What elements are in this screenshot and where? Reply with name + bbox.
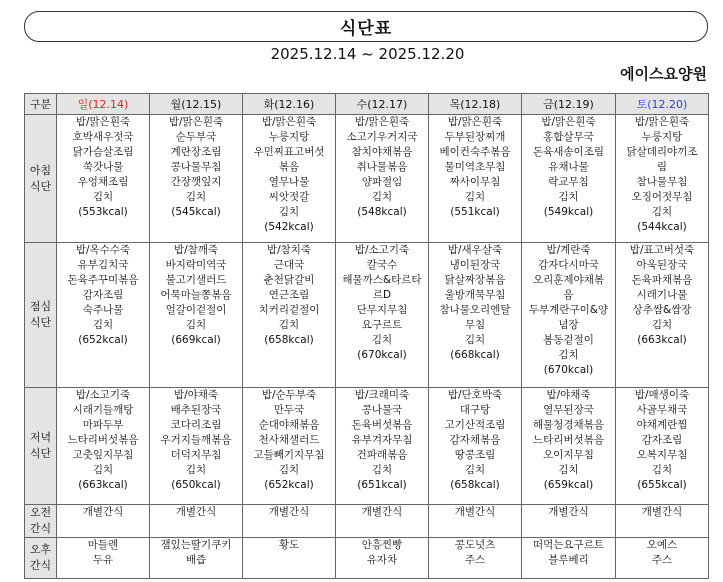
- menu-item: 개별간식: [361, 506, 403, 518]
- menu-item: 돈육파채볶음: [631, 274, 693, 286]
- menu-item: 김치: [278, 206, 300, 218]
- snack-pm-cell-fri: [522, 538, 616, 579]
- menu-item: 두부된장찌개: [444, 131, 506, 143]
- menu-item: 홍합살무국: [543, 131, 594, 143]
- menu-item: 우거지들깨볶음: [160, 434, 232, 446]
- menu-item: 느타리버섯볶음: [67, 434, 139, 446]
- menu-item: 참나물무침: [636, 176, 688, 188]
- menu-item: 고들빼기지무침: [253, 449, 325, 461]
- menu-item: 두부계란구이&양: [528, 304, 609, 316]
- menu-item: 밥/맑은흰죽: [168, 116, 224, 128]
- date-range: 2025.12.14 ~ 2025.12.20: [270, 45, 465, 63]
- snack-am-cell-sun: [57, 505, 150, 538]
- menu-item: (652kcal): [78, 334, 128, 346]
- menu-item: (668kcal): [450, 349, 500, 361]
- menu-item: 김치: [558, 464, 579, 476]
- lunch-cell-tue: [243, 243, 336, 388]
- menu-item: 마파두부: [82, 419, 124, 431]
- lunch-cell-thu: [429, 243, 522, 388]
- menu-item: 밥/참깨죽: [173, 244, 219, 256]
- menu-item: 봄동겉절이: [543, 334, 594, 346]
- menu-item: 상추쌈&쌈장: [632, 304, 692, 316]
- facility-name: 에이스요양원: [620, 65, 707, 83]
- menu-item: 짜사이무침: [449, 176, 501, 188]
- snack-pm-cell-tue: [243, 538, 336, 579]
- menu-item: 밥/맑은흰죽: [634, 116, 690, 128]
- menu-item: 김치: [92, 191, 114, 203]
- menu-item: 볶음: [278, 161, 300, 173]
- menu-item: 대구탕: [459, 404, 491, 416]
- breakfast-cell-sun: [57, 115, 150, 243]
- breakfast-row-label: [25, 115, 57, 243]
- menu-item: 념장: [558, 319, 579, 331]
- menu-item: 느타리버섯볶음: [532, 434, 604, 446]
- dinner-cell-sun: [57, 388, 150, 505]
- menu-item: 밥/맑은흰죽: [354, 116, 410, 128]
- snack-am-cell-thu: [429, 505, 522, 538]
- menu-item: 누룽지탕: [641, 131, 683, 143]
- menu-item: 고춧잎지무침: [72, 449, 134, 461]
- menu-item: 씨앗젓갈: [268, 191, 310, 203]
- menu-item: (650kcal): [171, 479, 221, 491]
- menu-item: (663kcal): [637, 334, 687, 346]
- menu-item: (553kcal): [78, 206, 128, 218]
- menu-item: (544kcal): [637, 221, 687, 233]
- menu-item: 땅콩조림: [454, 449, 496, 461]
- menu-item: 누룽지탕: [268, 131, 310, 143]
- menu-item: 김치: [92, 464, 114, 476]
- menu-item: 밥/맑은흰죽: [447, 116, 503, 128]
- day-header-sun: 일(12.14): [57, 94, 150, 115]
- menu-item: 유채나물: [548, 161, 589, 173]
- page-title: 식단표: [339, 19, 393, 39]
- snack-am-row: [25, 505, 709, 538]
- breakfast-cell-thu: [429, 115, 522, 243]
- menu-item: 김치: [278, 464, 300, 476]
- menu-item: 김치: [92, 319, 114, 331]
- menu-item: 개별간식: [175, 506, 217, 518]
- row-label-line: 오전: [29, 506, 52, 519]
- breakfast-cell-fri: [522, 115, 616, 243]
- menu-item: 밥/맑은흰죽: [541, 116, 596, 128]
- menu-item: 오이지무침: [543, 449, 594, 461]
- menu-item: 순두부국: [175, 131, 217, 143]
- snack-pm-row-label: [25, 538, 57, 579]
- menu-item: (670kcal): [357, 349, 407, 361]
- menu-item: 음: [563, 289, 574, 301]
- menu-item: 밥/맑은흰죽: [261, 116, 317, 128]
- menu-item: 양파절임: [361, 176, 403, 188]
- breakfast-cell-mon: [150, 115, 243, 243]
- menu-item: 야채계란찜: [636, 419, 688, 431]
- menu-item: 블루베리: [548, 554, 589, 566]
- menu-item: 건파래볶음: [356, 449, 408, 461]
- menu-item: 얼갈이겉절이: [165, 304, 227, 316]
- menu-item: 김치: [651, 206, 673, 218]
- snack-pm-cell-sun: [57, 538, 150, 579]
- menu-title-box: [24, 11, 708, 42]
- lunch-cell-mon: [150, 243, 243, 388]
- snack-pm-cell-mon: [150, 538, 243, 579]
- dinner-cell-tue: [243, 388, 336, 505]
- menu-item: 닭살데리야끼조: [626, 146, 698, 158]
- menu-item: 김치: [558, 349, 579, 361]
- menu-item: (545kcal): [171, 206, 221, 218]
- menu-item: 돈육새송이조림: [532, 146, 604, 158]
- lunch-row: [25, 243, 709, 388]
- dinner-cell-thu: [429, 388, 522, 505]
- row-label-line: 오후: [29, 543, 52, 556]
- snack-am-cell-tue: [243, 505, 336, 538]
- menu-item: 더덕지무침: [170, 449, 222, 461]
- breakfast-row: [25, 115, 709, 243]
- menu-item: (655kcal): [637, 479, 687, 491]
- menu-item: 소고기우거지국: [346, 131, 418, 143]
- menu-item: 우민찌표고버섯: [253, 146, 325, 158]
- menu-item: 김치: [185, 319, 207, 331]
- menu-item: 울방개묵무침: [444, 289, 506, 301]
- day-header-mon: 월(12.15): [150, 94, 243, 115]
- menu-item: 고기산적조림: [444, 419, 506, 431]
- menu-item: 불고기샐러드: [165, 274, 227, 286]
- row-label-line: 간식: [29, 559, 52, 572]
- menu-item: 시래기들깨탕: [72, 404, 134, 416]
- menu-item: 어묵마늘쫑볶음: [160, 289, 232, 301]
- menu-item: 개별간식: [268, 506, 310, 518]
- snack-am-cell-mon: [150, 505, 243, 538]
- menu-item: 근대국: [273, 259, 305, 271]
- menu-item: (549kcal): [543, 206, 594, 218]
- menu-item: 김치: [464, 464, 486, 476]
- menu-item: 밥/크래미죽: [354, 389, 410, 401]
- menu-item: 떠먹는요구르트: [532, 539, 604, 551]
- snack-am-row-label: [25, 505, 57, 538]
- row-label-line: 간식: [29, 522, 52, 535]
- menu-item: (548kcal): [357, 206, 407, 218]
- menu-item: 참나물오리엔탈: [439, 304, 511, 316]
- menu-item: (542kcal): [264, 221, 314, 233]
- menu-item: 잼있는딸기쿠키: [160, 539, 232, 551]
- menu-item: 밥/옥수수죽: [75, 244, 131, 256]
- menu-item: 밥/매생이죽: [634, 389, 690, 401]
- menu-item: 개별간식: [641, 506, 683, 518]
- breakfast-cell-tue: [243, 115, 336, 243]
- menu-item: 춘천닭갈비: [263, 274, 315, 286]
- menu-item: 김치: [371, 334, 393, 346]
- header-row: [25, 94, 709, 115]
- dinner-row: [25, 388, 709, 505]
- menu-item: 르D: [372, 289, 392, 301]
- menu-item: 계란장조림: [170, 146, 222, 158]
- snack-pm-cell-thu: [429, 538, 522, 579]
- weekly-menu-table: [24, 93, 709, 579]
- menu-item: 김치: [651, 464, 673, 476]
- day-header-fri: 금(12.19): [522, 94, 616, 115]
- lunch-cell-sun: [57, 243, 150, 388]
- lunch-cell-sat: [616, 243, 709, 388]
- category-header: 구분: [25, 94, 57, 115]
- dinner-cell-wed: [336, 388, 429, 505]
- row-label-line: 점심: [29, 300, 52, 313]
- row-label-line: 식단: [29, 447, 52, 460]
- snack-pm-cell-wed: [336, 538, 429, 579]
- menu-item: 유부겨자무침: [351, 434, 413, 446]
- menu-item: 돈육버섯볶음: [351, 419, 413, 431]
- menu-item: 김치: [464, 334, 486, 346]
- menu-item: 순대야채볶음: [258, 419, 320, 431]
- menu-item: 밥/단호박죽: [447, 389, 503, 401]
- day-header-sat: 토(12.20): [616, 94, 709, 115]
- menu-item: 유자차: [366, 554, 398, 566]
- menu-item: 코다리조림: [170, 419, 222, 431]
- menu-item: (659kcal): [543, 479, 594, 491]
- dinner-cell-fri: [522, 388, 616, 505]
- menu-item: 열무나물: [268, 176, 310, 188]
- menu-item: 감자채볶음: [449, 434, 501, 446]
- menu-item: 개별간식: [82, 506, 124, 518]
- menu-item: 연근조림: [268, 289, 310, 301]
- menu-item: 숙주나물: [82, 304, 124, 316]
- menu-item: 마들렌: [87, 539, 119, 551]
- menu-item: 배추된장국: [170, 404, 222, 416]
- menu-item: 김치: [558, 191, 579, 203]
- menu-item: 림: [656, 161, 668, 173]
- menu-item: 콩나물국: [361, 404, 403, 416]
- snack-am-cell-wed: [336, 505, 429, 538]
- menu-item: (669kcal): [171, 334, 221, 346]
- menu-item: 만두국: [273, 404, 305, 416]
- menu-item: 칼국수: [366, 259, 398, 271]
- menu-item: 밥/새우살죽: [447, 244, 503, 256]
- menu-item: 시래기나물: [636, 289, 688, 301]
- menu-item: 우엉채조림: [77, 176, 129, 188]
- menu-item: 오예스: [646, 539, 678, 551]
- menu-item: 감자조림: [82, 289, 124, 301]
- menu-item: 김치: [464, 191, 486, 203]
- menu-item: 오복지무침: [636, 449, 688, 461]
- menu-item: 치커리겉절이: [258, 304, 320, 316]
- menu-item: 해물까스&타르타: [342, 274, 422, 286]
- menu-item: 주스: [464, 554, 486, 566]
- menu-item: 밥/맑은흰죽: [75, 116, 131, 128]
- menu-item: 김치: [278, 319, 300, 331]
- menu-item: 아욱된장국: [636, 259, 688, 271]
- dinner-cell-mon: [150, 388, 243, 505]
- menu-item: 김치: [371, 464, 393, 476]
- dinner-cell-sat: [616, 388, 709, 505]
- dinner-row-label: [25, 388, 57, 505]
- menu-item: 주스: [651, 554, 673, 566]
- menu-item: 황도: [278, 539, 300, 551]
- menu-item: 참치야채볶음: [351, 146, 413, 158]
- menu-item: 단무지무침: [356, 304, 408, 316]
- row-label-line: 식단: [29, 179, 52, 193]
- menu-item: 김치: [185, 464, 207, 476]
- breakfast-cell-sat: [616, 115, 709, 243]
- menu-item: 밥/야채죽: [546, 389, 591, 401]
- menu-item: (651kcal): [357, 479, 407, 491]
- menu-item: 열무된장국: [543, 404, 594, 416]
- menu-item: 물미역초무침: [444, 161, 506, 173]
- menu-item: 김치: [651, 319, 673, 331]
- menu-item: 밥/순두부죽: [261, 389, 317, 401]
- menu-item: 콩나물무침: [170, 161, 222, 173]
- menu-item: 오징어젓무침: [631, 191, 693, 203]
- menu-item: 호박새우젓국: [72, 131, 134, 143]
- menu-item: 간장깻잎지: [170, 176, 222, 188]
- day-header-wed: 수(12.17): [336, 94, 429, 115]
- menu-item: 바지락미역국: [165, 259, 227, 271]
- menu-item: 밥/소고기죽: [354, 244, 410, 256]
- row-label-line: 아침: [29, 163, 52, 177]
- menu-item: 감자조림: [641, 434, 683, 446]
- menu-item: 안흥찐빵: [361, 539, 403, 551]
- menu-item: (670kcal): [543, 364, 594, 376]
- menu-item: 쑥갓나물: [82, 161, 124, 173]
- menu-item: 콩도넛츠: [454, 539, 496, 551]
- menu-item: 밥/야채죽: [173, 389, 219, 401]
- menu-item: 김치: [185, 191, 207, 203]
- lunch-cell-wed: [336, 243, 429, 388]
- lunch-cell-fri: [522, 243, 616, 388]
- day-header-tue: 화(12.16): [243, 94, 336, 115]
- day-header-thu: 목(12.18): [429, 94, 522, 115]
- snack-pm-row: [25, 538, 709, 579]
- menu-item: 닭가슴살조림: [72, 146, 134, 158]
- menu-item: 취나물볶음: [356, 161, 408, 173]
- menu-item: 밥/소고기죽: [75, 389, 131, 401]
- menu-item: 두유: [92, 554, 114, 566]
- menu-item: 돈육주꾸미볶음: [67, 274, 139, 286]
- menu-item: (551kcal): [450, 206, 500, 218]
- breakfast-cell-wed: [336, 115, 429, 243]
- menu-item: 밥/계란죽: [546, 244, 591, 256]
- row-label-line: 저녁: [29, 431, 52, 444]
- menu-item: (652kcal): [264, 479, 314, 491]
- menu-item: 무침: [464, 319, 486, 331]
- menu-item: 닭살짜장볶음: [444, 274, 506, 286]
- menu-item: 사골무채국: [636, 404, 688, 416]
- menu-item: 유부김치국: [77, 259, 129, 271]
- menu-item: 밥/표고버섯죽: [629, 244, 695, 256]
- menu-item: 냉이된장국: [449, 259, 501, 271]
- menu-item: 락교무침: [548, 176, 589, 188]
- row-label-line: 식단: [29, 316, 52, 329]
- menu-item: 베이컨숙주볶음: [439, 146, 511, 158]
- menu-item: 감자다시마국: [538, 259, 599, 271]
- menu-item: 오리훈제야채볶: [532, 274, 604, 286]
- menu-item: 배즙: [185, 554, 207, 566]
- snack-am-cell-fri: [522, 505, 616, 538]
- lunch-row-label: [25, 243, 57, 388]
- menu-item: (663kcal): [78, 479, 128, 491]
- menu-item: 김치: [371, 191, 393, 203]
- menu-item: (658kcal): [450, 479, 500, 491]
- menu-item: 밥/참치죽: [266, 244, 312, 256]
- menu-item: 개별간식: [548, 506, 589, 518]
- menu-item: (658kcal): [264, 334, 314, 346]
- menu-item: 천사채샐러드: [258, 434, 320, 446]
- menu-item: 개별간식: [454, 506, 496, 518]
- menu-item: 해물청경채볶음: [532, 419, 604, 431]
- snack-pm-cell-sat: [616, 538, 709, 579]
- menu-item: 요구르트: [361, 319, 403, 331]
- snack-am-cell-sat: [616, 505, 709, 538]
